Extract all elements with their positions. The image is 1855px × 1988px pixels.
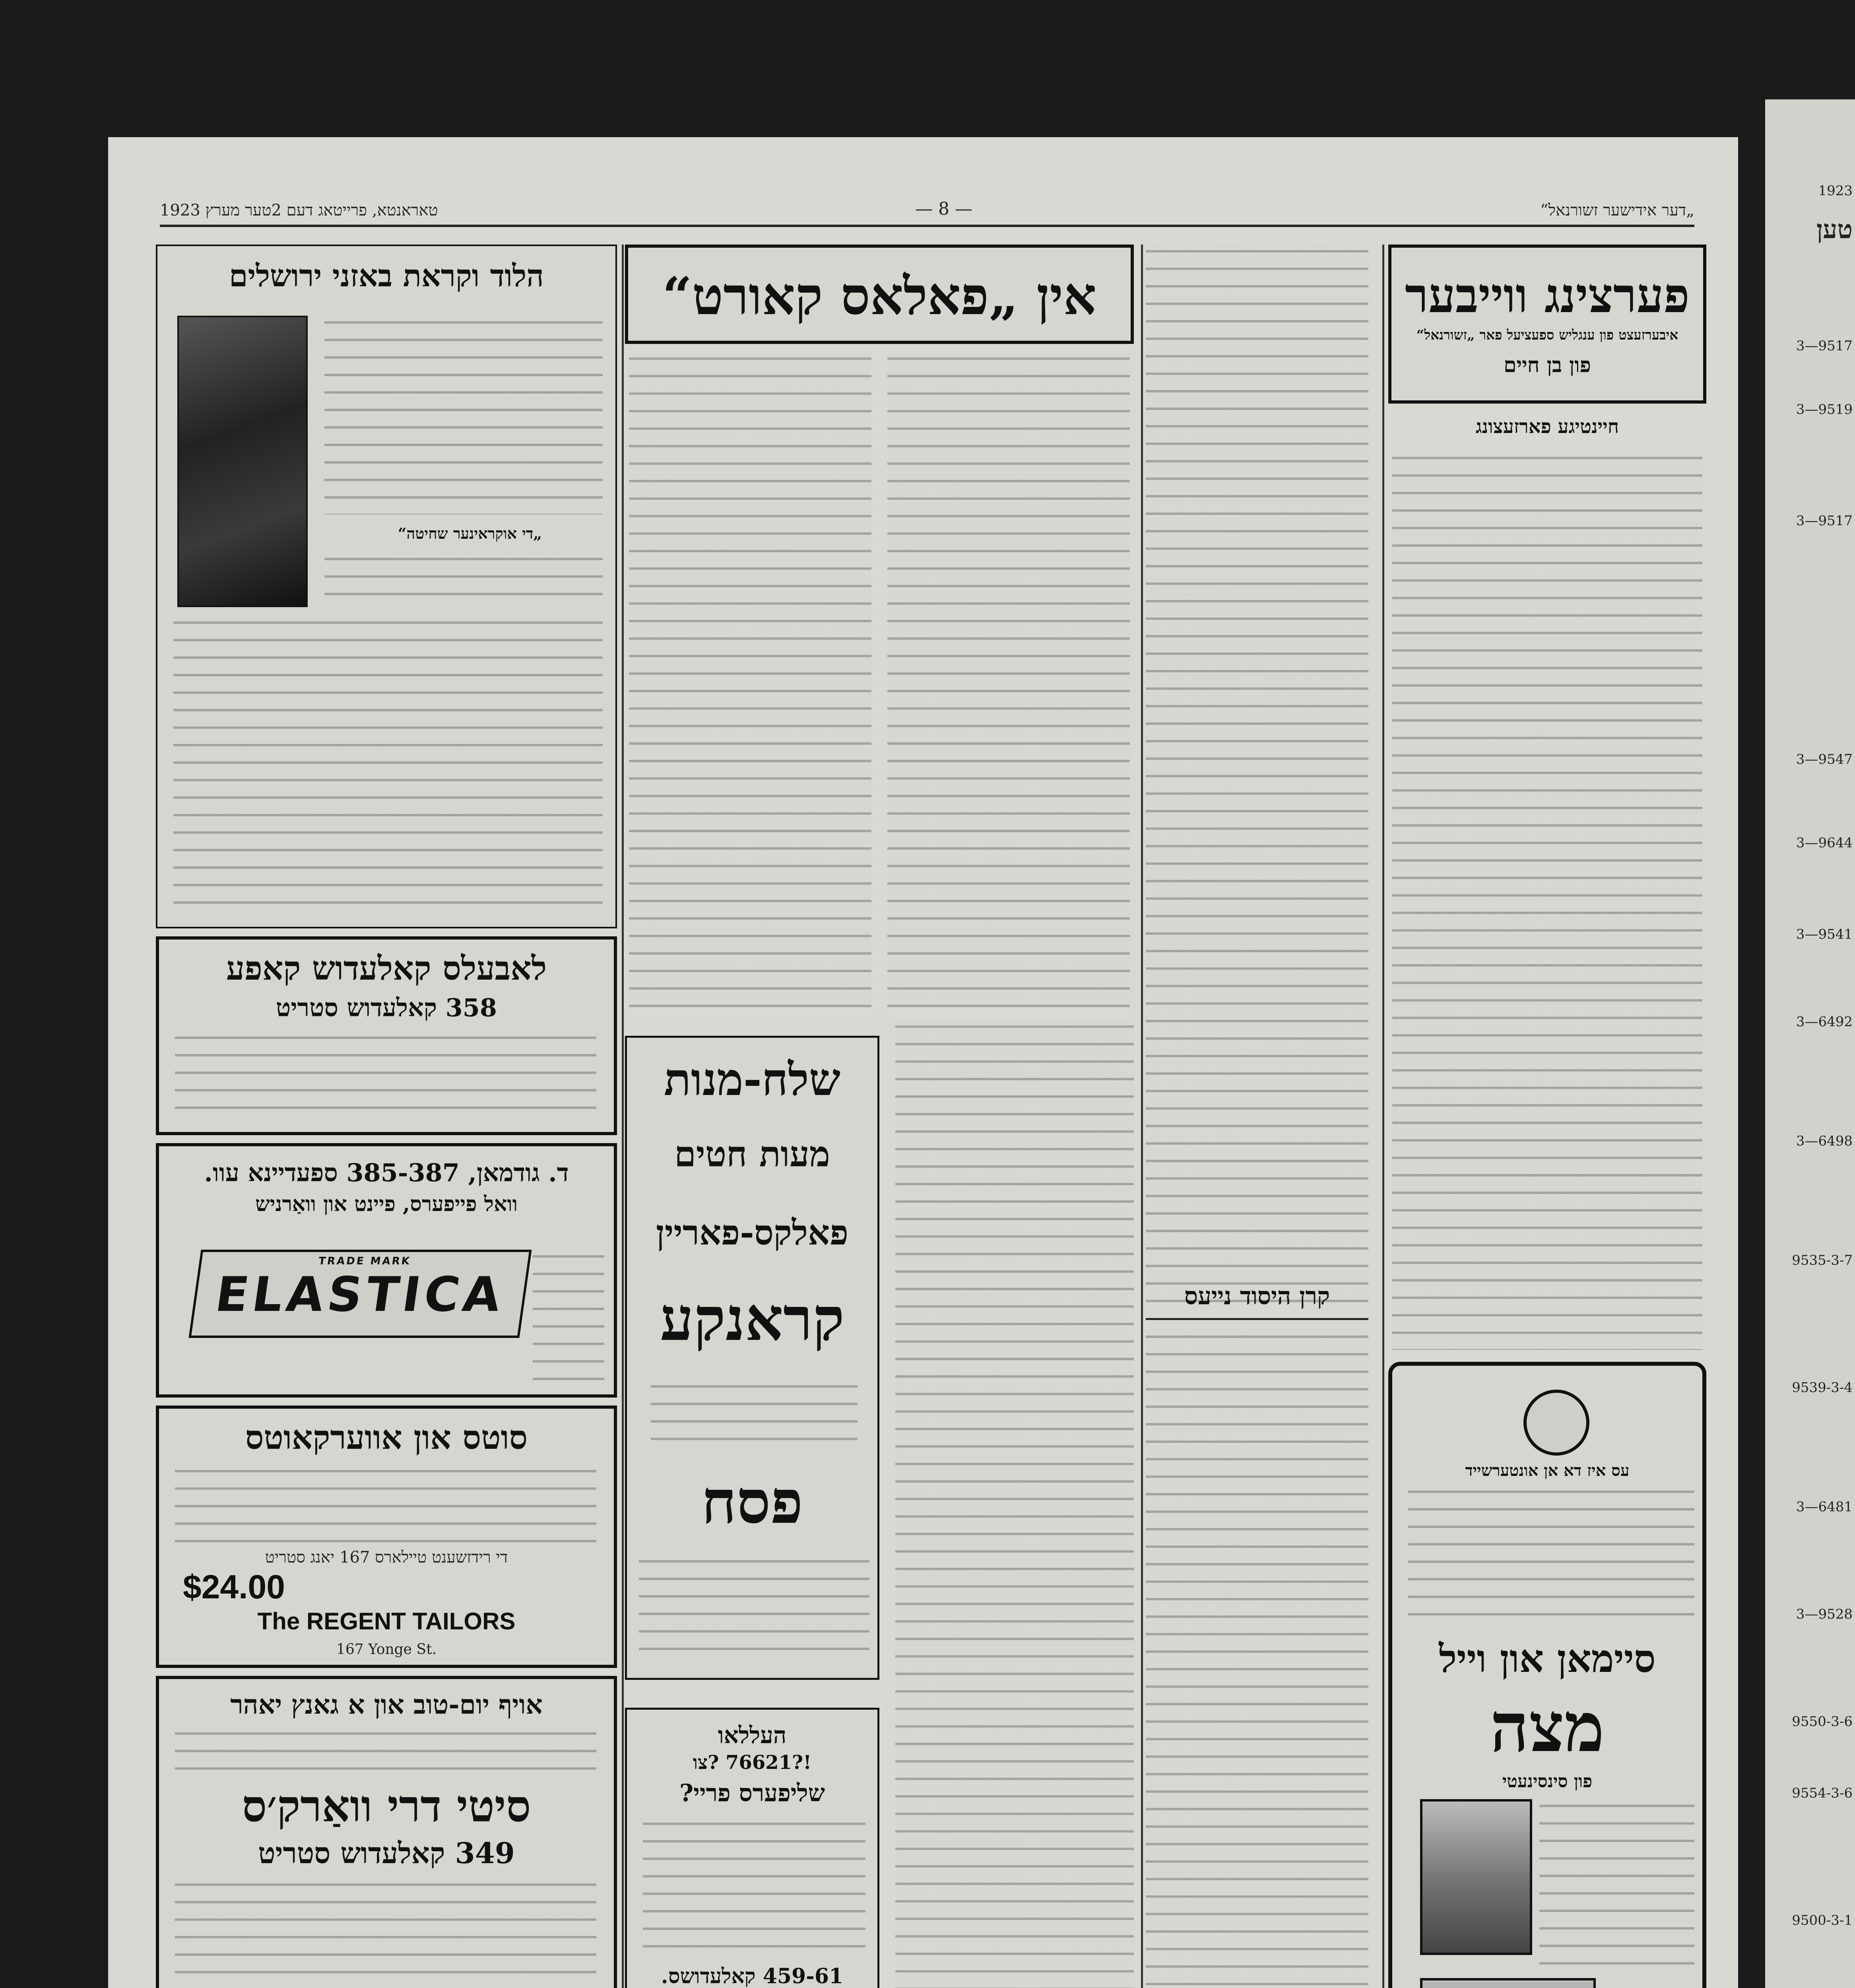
perzing-title-box <box>1388 245 1706 404</box>
palace-court-text-right <box>887 352 1130 1008</box>
adjacent-ref: 9541—3 <box>1796 926 1853 942</box>
hillel-text-top <box>324 316 603 514</box>
keren-rule <box>1146 1318 1368 1320</box>
city-wares-intro <box>175 1727 596 1778</box>
adjacent-ref: 9550-3-6 <box>1792 1714 1853 1730</box>
regent-address: די רידזשענט טיילארס 167 יאנג סטריט <box>265 1548 508 1567</box>
matza-product: מצה <box>1490 1688 1605 1767</box>
regent-title: סוטס און אווערקאוטס <box>245 1419 528 1457</box>
perzing-title: פערצינג ווייבער <box>1405 268 1690 324</box>
adjacent-ref: 9517—3 <box>1796 513 1853 529</box>
matza-box-upright <box>1420 1799 1532 1955</box>
matza-box-flat <box>1420 1978 1596 1988</box>
goodman-paint-ad <box>156 1143 617 1398</box>
adjacent-ref: 9535-3-7 <box>1792 1252 1853 1268</box>
adjacent-ref: 6481—3 <box>1796 1499 1853 1515</box>
column-divider <box>622 245 624 1988</box>
palace-court-title: אין „פאלאס קאורט“ <box>662 266 1096 326</box>
shalach-line5: פסח <box>701 1467 803 1537</box>
hello-phone: !?76621 ?צו <box>693 1751 812 1774</box>
goodman-title: ד. גודמאן, 385-387 ספעדיינא עוו. <box>204 1158 569 1187</box>
regent-price: $24.00 <box>183 1568 285 1606</box>
palace-court-text-left <box>629 352 871 1008</box>
adjacent-ref: 9554-3-6 <box>1792 1785 1853 1801</box>
shalach-manot-ad <box>625 1036 879 1680</box>
hillel-article-box <box>156 245 617 928</box>
adjacent-page-strip <box>1765 99 1855 1988</box>
portrait-photo <box>177 316 308 607</box>
regent-street: 167 Yonge St. <box>336 1641 437 1658</box>
city-wares-title: אויף יום-טוב און א גאנץ יאהר <box>230 1689 543 1720</box>
hillel-text-bottom <box>173 616 603 910</box>
shalach-line2: מעות חטים <box>674 1133 830 1175</box>
adjacent-ref: 9519—3 <box>1796 402 1853 417</box>
hillel-text-mid <box>324 552 603 608</box>
lebels-text <box>175 1031 596 1122</box>
adjacent-ref: 6492—3 <box>1796 1014 1853 1030</box>
newspaper-page <box>108 137 1738 1988</box>
adjacent-ref: 9528—3 <box>1796 1606 1853 1622</box>
regent-text <box>175 1464 596 1548</box>
city-wares-ad <box>156 1676 617 1988</box>
hello-list <box>643 1817 865 1952</box>
adjacent-date: 1923 <box>1818 183 1853 199</box>
hello-slippers-ad <box>625 1708 879 1988</box>
regent-name: The REGENT TAILORS <box>257 1608 516 1635</box>
adjacent-ref: 9517—3 <box>1796 338 1853 354</box>
matza-top-text: עס איז דא אן אונטערשייד <box>1465 1461 1630 1480</box>
elastica-logo <box>188 1250 532 1338</box>
column-c-text-top <box>1146 245 1368 1302</box>
regent-tailors-ad <box>156 1406 617 1668</box>
matza-brand-hebrew: סיימאן און וייל <box>1439 1636 1656 1681</box>
adjacent-ref: 9539-3-4 <box>1792 1380 1853 1396</box>
page-number: — 8 — <box>915 199 972 219</box>
shalach-line3: פאלקס-פאריין <box>656 1213 849 1253</box>
column-divider <box>1141 245 1143 1988</box>
newspaper-title: „דער אידישער זשורנאל“ <box>1540 201 1694 219</box>
city-wares-name: סיטי דרי וואַרק׳ס <box>242 1780 531 1832</box>
matza-intro-text <box>1408 1485 1694 1628</box>
elastica-trademark: TRADE MARK <box>318 1255 412 1267</box>
simon-weil-matza-ad <box>1388 1362 1706 1988</box>
page-header <box>160 201 1694 227</box>
hello-slippers: שליפערס פריי? <box>679 1779 825 1807</box>
column-d-text <box>1392 451 1702 1350</box>
hillel-caption: „די אוקראינער שחיטה“ <box>398 524 542 542</box>
adjacent-ref: 6498—3 <box>1796 1133 1853 1149</box>
center-column-text <box>895 1020 1134 1988</box>
city-wares-body <box>175 1878 596 1988</box>
goodman-side-text <box>533 1250 604 1381</box>
lebels-coffee-ad <box>156 936 617 1135</box>
header-date: טאראנטא, פרייטאג דעם 2טער מערץ 1923 <box>160 201 438 219</box>
city-wares-address: 349 קאלעדוש סטריט <box>258 1836 515 1870</box>
shalach-line1: שלח-מנות <box>664 1054 841 1106</box>
palace-court-title-box <box>625 245 1134 344</box>
perzing-author: פון בן חיים <box>1504 353 1591 377</box>
lebels-address: 358 קאלעדוש סטריט <box>276 993 497 1022</box>
lebels-title: לאבעלס קאלעדוש קאפע <box>226 949 547 988</box>
hello-title: העללאו <box>718 1722 787 1749</box>
adjacent-ref: 9500-3-1 <box>1792 1912 1853 1928</box>
adjacent-ref: 9644—3 <box>1796 835 1853 851</box>
column-c-text-bottom <box>1146 1330 1368 1988</box>
hello-address: 459-61 קאלעדושס. <box>661 1964 844 1988</box>
goodman-line: וואל פייפערס, פיינט און וואַרניש <box>255 1192 518 1216</box>
keren-hayesod-title: קרן היסוד נייעס <box>1184 1282 1330 1310</box>
matza-side-text <box>1539 1799 1694 1974</box>
shalach-text <box>651 1380 858 1451</box>
column-divider <box>1382 245 1384 1988</box>
matza-from: פון סינסינעטי <box>1502 1771 1593 1792</box>
star-of-david-emblem <box>1523 1390 1589 1456</box>
adjacent-title: טען <box>1816 215 1853 245</box>
elastica-brand: ELASTICA <box>212 1267 508 1322</box>
perzing-section: חיינטיגע פארזעצונג <box>1475 415 1619 438</box>
hillel-title: הלוד וקראת באזני ירושלים <box>229 258 544 293</box>
perzing-subtitle: איבערזעצט פון ענגליש ספעציעל פאר „זשורנאל“ <box>1416 327 1678 343</box>
shalach-footer <box>639 1555 869 1658</box>
shalach-line4: קראנקע <box>660 1284 845 1354</box>
adjacent-ref: 9547—3 <box>1796 751 1853 767</box>
